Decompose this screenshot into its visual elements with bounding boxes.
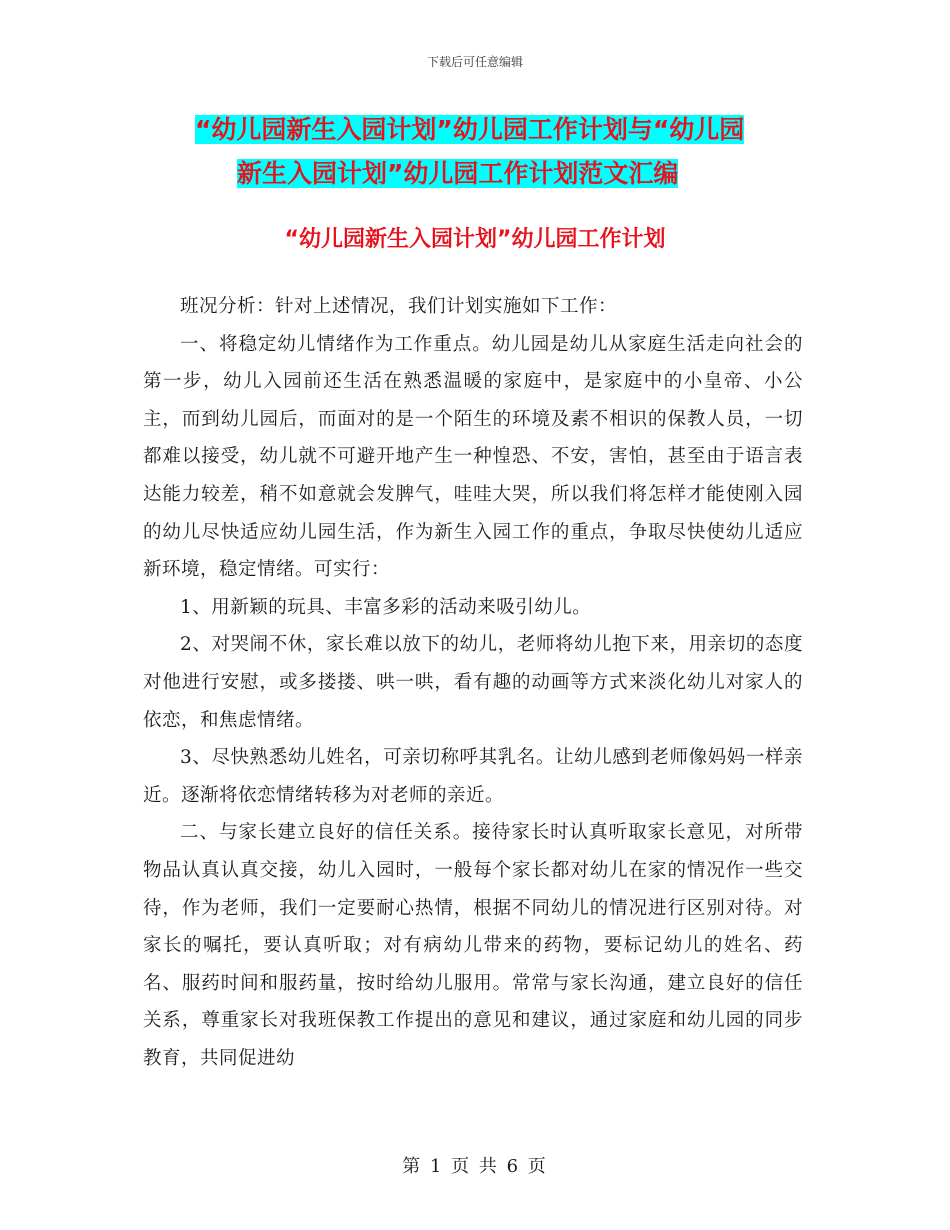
section-title: “幼儿园新生入园计划”幼儿园工作计划 [284,227,666,252]
paragraph: 二、与家长建立良好的信任关系。接待家长时认真听取家长意见，对所带物品认真认真交接，幼儿入园时，一般每个家长都对幼儿在家的情况作一些交待，作为老师，我们一定要耐心热情，根据不同幼儿的情况进行区别对待。对家长的嘱托，要认真听取；对有病幼儿带来的药物，要标记幼儿的姓名、药名、服药时间和服药量，按时给幼儿服用。常常与家长沟通，建立良好的信任关系，尊重家长对我班保教工作提出的意见和建议，通过家庭和幼儿园的同步教育，共同促进幼 [143,822,803,1069]
paragraph: 一、将稳定幼儿情绪作为工作重点。幼儿园是幼儿从家庭生活走向社会的第一步，幼儿入园前还生活在熟悉温暖的家庭中，是家庭中的小皇帝、小公主，而到幼儿园后，而面对的是一个陌生的环境及素不相识的保教人员，一切都难以接受，幼儿就不可避开地产生一种惶恐、不安，害怕，甚至由于语言表达能力较差，稍不如意就会发脾气，哇哇大哭，所以我们将怎样才能使刚入园的幼儿尽快适应幼儿园生活，作为新生入园工作的重点，争取尽快使幼儿适应新环境，稳定情绪。可实行： [143,333,803,581]
document-title [195,108,815,196]
paragraph: 班况分析：针对上述情况，我们计划实施如下工作： [180,296,618,317]
title-line-1: “幼儿园新生入园计划”幼儿园工作计划与“幼儿园 [195,115,745,144]
header-note: 下载后可任意编辑 [426,55,523,69]
page-footer: 第 1 页 共 6 页 [402,1156,548,1177]
body-text [143,288,803,1077]
title-line-2: 新生入园计划”幼儿园工作计划范文汇编 [237,159,679,188]
paragraph: 3、尽快熟悉幼儿姓名，可亲切称呼其乳名。让幼儿感到老师像妈妈一样亲近。逐渐将依恋情绪转移为对老师的亲近。 [143,747,803,806]
paragraph: 1、用新颖的玩具、丰富多彩的活动来吸引幼儿。 [180,596,592,618]
paragraph: 2、对哭闹不休，家长难以放下的幼儿，老师将幼儿抱下来，用亲切的态度对他进行安慰，或多搂搂、哄一哄，看有趣的动画等方式来淡化幼儿对家人的依恋，和焦虑情绪。 [143,634,803,731]
